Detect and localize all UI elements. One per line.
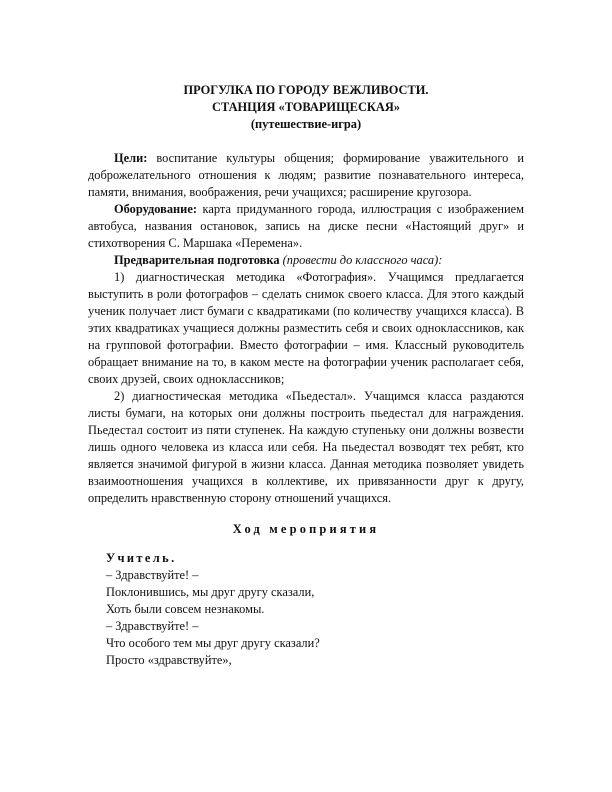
subtitle: (путешествие-игра)	[250, 117, 362, 131]
verse-line: Просто «здравствуйте»,	[106, 653, 232, 667]
verse-line: Хоть были совсем незнакомы.	[106, 602, 265, 616]
verse-line: Поклонившись, мы друг другу сказали,	[106, 585, 315, 599]
equipment-label: Оборудование:	[114, 202, 197, 216]
prep-label: Предварительная подготовка	[114, 253, 280, 267]
method-2-paragraph: 2) диагностическая методика «Пьедестал». Учащимся класса раздаются листы бумаги, на которых они должны построить пьедестал для награждения. Пьедестал состоит из пяти ступенек. На каждую ступеньку они должны возвести лишь одного человека из класса или себя. На пьедестал возводят тех ребят, кто является значимой фигурой в жизни класса. Данная методика позволяет увидеть взаимоотношения учащихся в коллективе, их привязанности друг к другу, определить нравственную сторону отношений учащихся.	[88, 389, 524, 505]
prep-paragraph	[88, 252, 524, 269]
goals-text: воспитание культуры общения; формирование уважительного и доброжелательного отношения к людям; развитие познавательного интереса, памяти, внимания, воображения, речи учащихся; расширение кругозора.	[88, 151, 524, 199]
event-title: Ход мероприятия	[232, 522, 380, 536]
verse-line: – Здравствуйте! –	[106, 619, 199, 633]
title-line-1: ПРОГУЛКА ПО ГОРОДУ ВЕЖЛИВОСТИ.	[183, 83, 429, 97]
document-page	[88, 82, 524, 669]
method-1-paragraph: 1) диагностическая методика «Фотография». Учащимся предлагается выступить в роли фотографов – сделать снимок своего класса. Для этого каждый ученик получает лист бумаги с квадратиками (по количеству учащихся класса). В этих квадратиках учащиеся должны разместить себя и своих одноклассников, как на групповой фотографии. Вместо фотографии – имя. Классный руководитель обращает внимание на то, в каком месте на фотографии ученик располагает себя, своих друзей, своих одноклассников;	[88, 270, 524, 386]
equipment-text: карта придуманного города, иллюстрация с изображением автобуса, названия остановок, запись на диске песни «Настоящий друг» и стихотворения С. Маршака «Перемена».	[88, 202, 524, 250]
speaker-label: Учитель.	[106, 551, 177, 565]
goals-paragraph	[88, 150, 524, 201]
goals-label: Цели:	[114, 151, 148, 165]
verse-line: – Здравствуйте! –	[106, 568, 199, 582]
prep-note: (провести до классного часа):	[279, 253, 443, 267]
title-line-2: СТАНЦИЯ «ТОВАРИЩЕСКАЯ»	[212, 100, 400, 114]
equipment-paragraph	[88, 201, 524, 252]
verse-line: Что особого тем мы друг другу сказали?	[106, 636, 320, 650]
